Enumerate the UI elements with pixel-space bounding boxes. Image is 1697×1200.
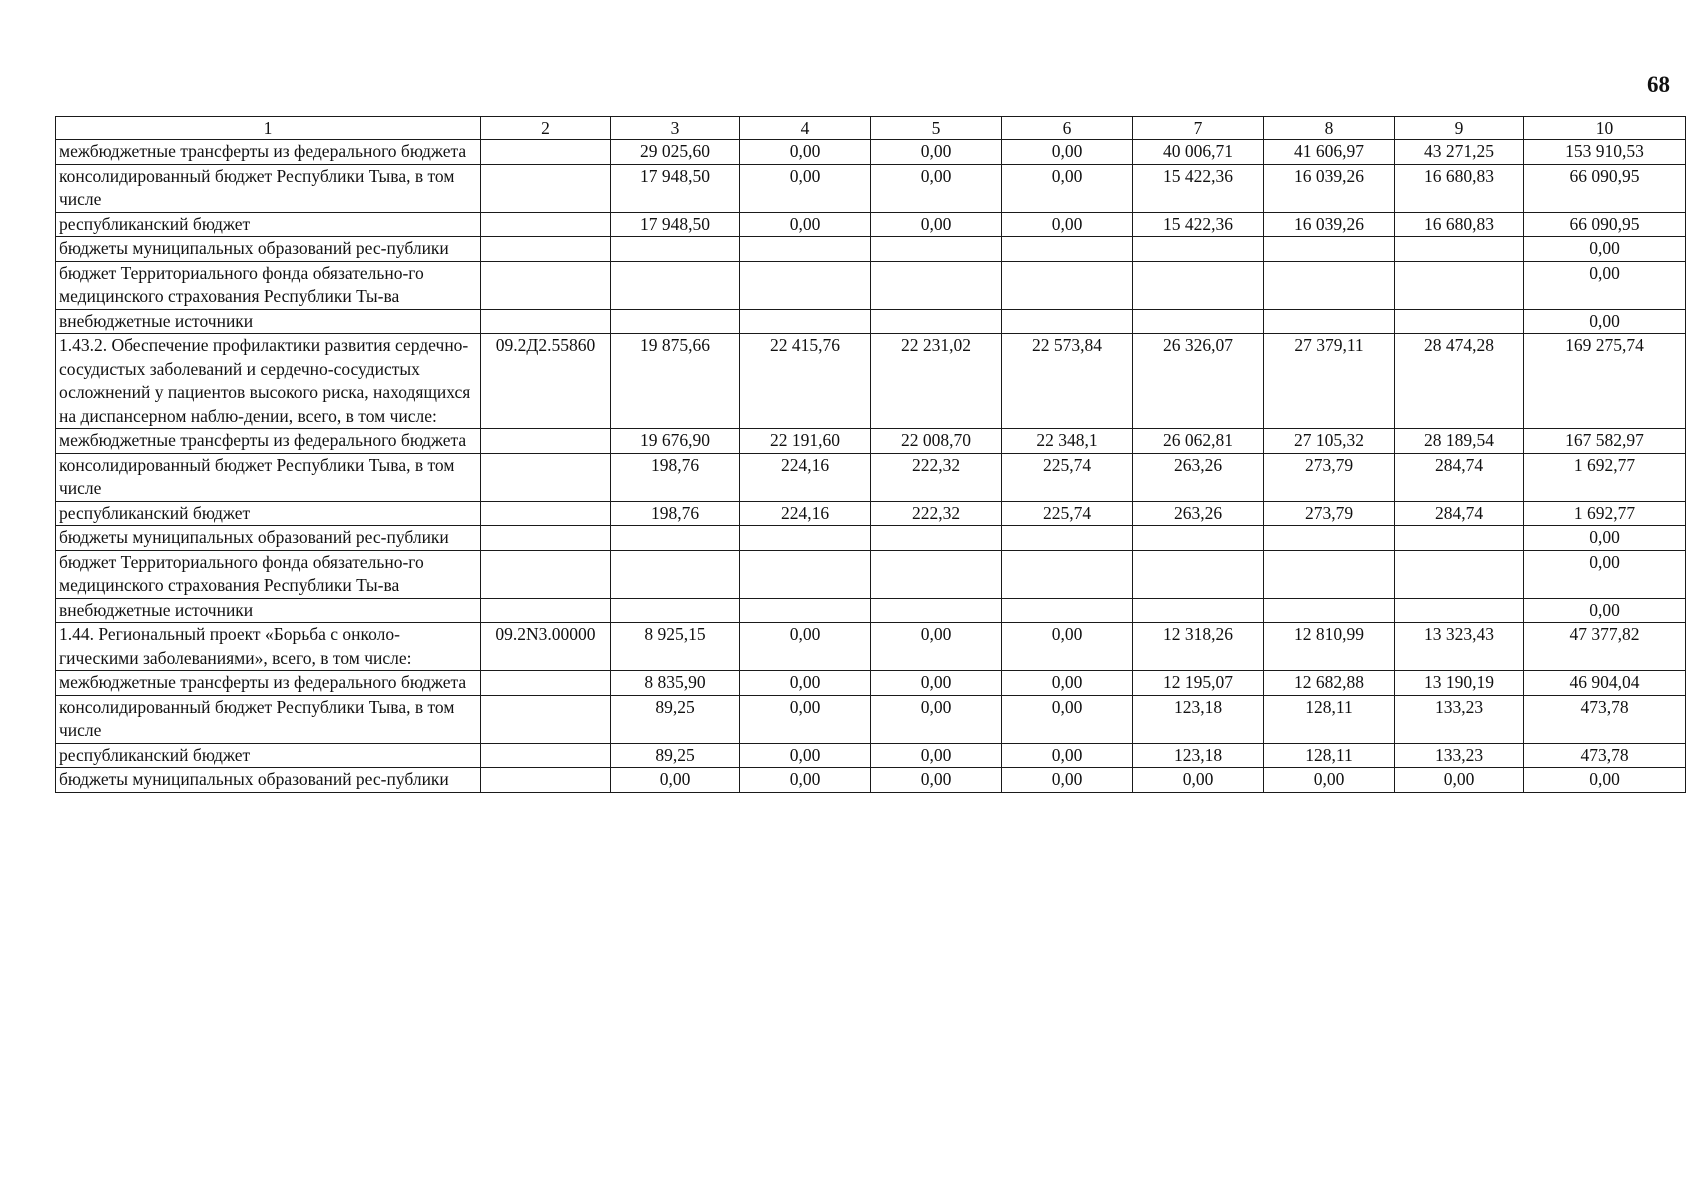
value-cell-col-6: 22 573,84 — [1002, 334, 1133, 429]
budget-code-cell: 09.2N3.00000 — [481, 623, 611, 671]
value-cell-col-5: 0,00 — [871, 743, 1002, 768]
value-cell-col-5: 0,00 — [871, 768, 1002, 793]
value-cell-col-7 — [1133, 309, 1264, 334]
budget-code-cell — [481, 164, 611, 212]
value-cell-col-3: 0,00 — [611, 768, 740, 793]
row-label: консолидированный бюджет Республики Тыва, в том числе — [56, 453, 481, 501]
budget-code-cell — [481, 429, 611, 454]
value-cell-col-4: 0,00 — [740, 768, 871, 793]
budget-code-cell — [481, 598, 611, 623]
column-header-9: 9 — [1395, 117, 1524, 140]
budget-table — [55, 116, 1686, 793]
value-cell-col-3: 17 948,50 — [611, 212, 740, 237]
table-row — [56, 623, 1686, 671]
column-header-10: 10 — [1524, 117, 1686, 140]
value-cell-col-7: 12 195,07 — [1133, 671, 1264, 696]
value-cell-col-5: 0,00 — [871, 695, 1002, 743]
value-cell-col-5: 0,00 — [871, 212, 1002, 237]
value-cell-col-8 — [1264, 550, 1395, 598]
column-header-4: 4 — [740, 117, 871, 140]
budget-code-cell — [481, 212, 611, 237]
row-label: внебюджетные источники — [56, 598, 481, 623]
value-cell-col-5 — [871, 309, 1002, 334]
value-cell-col-5 — [871, 550, 1002, 598]
row-label: бюджеты муниципальных образований рес-публики — [56, 237, 481, 262]
value-cell-col-8 — [1264, 598, 1395, 623]
row-label: республиканский бюджет — [56, 212, 481, 237]
value-cell-col-10: 0,00 — [1524, 598, 1686, 623]
value-cell-col-9: 284,74 — [1395, 453, 1524, 501]
value-cell-col-5: 222,32 — [871, 453, 1002, 501]
row-label: бюджеты муниципальных образований рес-публики — [56, 526, 481, 551]
value-cell-col-8: 128,11 — [1264, 743, 1395, 768]
budget-code-cell — [481, 695, 611, 743]
value-cell-col-4 — [740, 526, 871, 551]
value-cell-col-6: 225,74 — [1002, 501, 1133, 526]
row-label: межбюджетные трансферты из федерального бюджета — [56, 429, 481, 454]
value-cell-col-5 — [871, 526, 1002, 551]
value-cell-col-4: 0,00 — [740, 623, 871, 671]
budget-code-cell — [481, 550, 611, 598]
value-cell-col-9 — [1395, 598, 1524, 623]
value-cell-col-10: 153 910,53 — [1524, 140, 1686, 165]
table-row — [56, 671, 1686, 696]
value-cell-col-7 — [1133, 598, 1264, 623]
budget-code-cell — [481, 501, 611, 526]
value-cell-col-10: 0,00 — [1524, 309, 1686, 334]
value-cell-col-10: 0,00 — [1524, 550, 1686, 598]
value-cell-col-6 — [1002, 237, 1133, 262]
value-cell-col-6: 0,00 — [1002, 695, 1133, 743]
value-cell-col-4: 224,16 — [740, 501, 871, 526]
table-row — [56, 550, 1686, 598]
value-cell-col-6: 0,00 — [1002, 164, 1133, 212]
row-label: межбюджетные трансферты из федерального бюджета — [56, 671, 481, 696]
row-label: бюджет Территориального фонда обязательно-го медицинского страхования Республики Ты-ва — [56, 550, 481, 598]
value-cell-col-3: 198,76 — [611, 501, 740, 526]
table-row — [56, 453, 1686, 501]
table-row — [56, 164, 1686, 212]
value-cell-col-4: 0,00 — [740, 164, 871, 212]
table-row — [56, 334, 1686, 429]
value-cell-col-9: 0,00 — [1395, 768, 1524, 793]
value-cell-col-9 — [1395, 526, 1524, 551]
value-cell-col-8: 27 379,11 — [1264, 334, 1395, 429]
value-cell-col-9: 16 680,83 — [1395, 164, 1524, 212]
value-cell-col-9 — [1395, 550, 1524, 598]
row-label: 1.44. Региональный проект «Борьба с онколо-гическими заболеваниями», всего, в том числе: — [56, 623, 481, 671]
value-cell-col-4 — [740, 550, 871, 598]
value-cell-col-3: 19 676,90 — [611, 429, 740, 454]
value-cell-col-3: 8 925,15 — [611, 623, 740, 671]
column-number-row — [56, 117, 1686, 140]
value-cell-col-4: 22 191,60 — [740, 429, 871, 454]
table-row — [56, 429, 1686, 454]
value-cell-col-10: 66 090,95 — [1524, 212, 1686, 237]
value-cell-col-7: 0,00 — [1133, 768, 1264, 793]
value-cell-col-9: 13 190,19 — [1395, 671, 1524, 696]
value-cell-col-5: 22 008,70 — [871, 429, 1002, 454]
table-row — [56, 501, 1686, 526]
value-cell-col-10: 0,00 — [1524, 261, 1686, 309]
value-cell-col-3 — [611, 526, 740, 551]
value-cell-col-7: 263,26 — [1133, 501, 1264, 526]
value-cell-col-9 — [1395, 309, 1524, 334]
value-cell-col-9: 133,23 — [1395, 695, 1524, 743]
value-cell-col-3 — [611, 237, 740, 262]
value-cell-col-6 — [1002, 526, 1133, 551]
value-cell-col-6 — [1002, 261, 1133, 309]
table-row — [56, 309, 1686, 334]
value-cell-col-5: 0,00 — [871, 671, 1002, 696]
value-cell-col-7: 12 318,26 — [1133, 623, 1264, 671]
value-cell-col-8: 128,11 — [1264, 695, 1395, 743]
value-cell-col-5: 0,00 — [871, 140, 1002, 165]
value-cell-col-9: 43 271,25 — [1395, 140, 1524, 165]
value-cell-col-3: 89,25 — [611, 695, 740, 743]
value-cell-col-4 — [740, 598, 871, 623]
value-cell-col-10: 1 692,77 — [1524, 453, 1686, 501]
value-cell-col-8: 41 606,97 — [1264, 140, 1395, 165]
value-cell-col-6: 0,00 — [1002, 768, 1133, 793]
value-cell-col-3: 29 025,60 — [611, 140, 740, 165]
budget-code-cell: 09.2Д2.55860 — [481, 334, 611, 429]
table-row — [56, 598, 1686, 623]
row-label: 1.43.2. Обеспечение профилактики развития сердечно-сосудистых заболеваний и сердечно-сосудистых осложнений у пациентов высокого риска, находящихся на диспансерном наблю-дении, всего, в том числе: — [56, 334, 481, 429]
row-label: межбюджетные трансферты из федерального бюджета — [56, 140, 481, 165]
budget-code-cell — [481, 140, 611, 165]
budget-code-cell — [481, 261, 611, 309]
budget-code-cell — [481, 743, 611, 768]
row-label: бюджет Территориального фонда обязательно-го медицинского страхования Республики Ты-ва — [56, 261, 481, 309]
value-cell-col-5 — [871, 261, 1002, 309]
value-cell-col-8 — [1264, 309, 1395, 334]
value-cell-col-7: 263,26 — [1133, 453, 1264, 501]
value-cell-col-8 — [1264, 237, 1395, 262]
value-cell-col-7: 40 006,71 — [1133, 140, 1264, 165]
table-row — [56, 212, 1686, 237]
value-cell-col-6: 0,00 — [1002, 212, 1133, 237]
budget-code-cell — [481, 526, 611, 551]
table-row — [56, 743, 1686, 768]
value-cell-col-7: 26 326,07 — [1133, 334, 1264, 429]
row-label: внебюджетные источники — [56, 309, 481, 334]
value-cell-col-9: 16 680,83 — [1395, 212, 1524, 237]
value-cell-col-10: 0,00 — [1524, 237, 1686, 262]
value-cell-col-6: 0,00 — [1002, 671, 1133, 696]
value-cell-col-8 — [1264, 261, 1395, 309]
value-cell-col-6: 0,00 — [1002, 743, 1133, 768]
table-row — [56, 237, 1686, 262]
value-cell-col-10: 1 692,77 — [1524, 501, 1686, 526]
value-cell-col-9 — [1395, 261, 1524, 309]
budget-code-cell — [481, 453, 611, 501]
table-row — [56, 768, 1686, 793]
value-cell-col-7: 15 422,36 — [1133, 164, 1264, 212]
value-cell-col-4 — [740, 261, 871, 309]
value-cell-col-8: 0,00 — [1264, 768, 1395, 793]
row-label: консолидированный бюджет Республики Тыва, в том числе — [56, 164, 481, 212]
table-row — [56, 526, 1686, 551]
column-header-7: 7 — [1133, 117, 1264, 140]
value-cell-col-9 — [1395, 237, 1524, 262]
value-cell-col-9: 28 189,54 — [1395, 429, 1524, 454]
value-cell-col-4 — [740, 309, 871, 334]
value-cell-col-4: 0,00 — [740, 140, 871, 165]
value-cell-col-8: 273,79 — [1264, 453, 1395, 501]
table-row — [56, 261, 1686, 309]
value-cell-col-10: 169 275,74 — [1524, 334, 1686, 429]
budget-code-cell — [481, 309, 611, 334]
column-header-3: 3 — [611, 117, 740, 140]
value-cell-col-4: 22 415,76 — [740, 334, 871, 429]
value-cell-col-4: 0,00 — [740, 212, 871, 237]
value-cell-col-7 — [1133, 261, 1264, 309]
value-cell-col-9: 28 474,28 — [1395, 334, 1524, 429]
value-cell-col-10: 0,00 — [1524, 768, 1686, 793]
value-cell-col-6: 0,00 — [1002, 140, 1133, 165]
value-cell-col-6 — [1002, 550, 1133, 598]
value-cell-col-3 — [611, 309, 740, 334]
value-cell-col-6: 22 348,1 — [1002, 429, 1133, 454]
row-label: бюджеты муниципальных образований рес-публики — [56, 768, 481, 793]
value-cell-col-7: 123,18 — [1133, 695, 1264, 743]
value-cell-col-8: 273,79 — [1264, 501, 1395, 526]
value-cell-col-4: 0,00 — [740, 695, 871, 743]
value-cell-col-10: 66 090,95 — [1524, 164, 1686, 212]
value-cell-col-3: 17 948,50 — [611, 164, 740, 212]
value-cell-col-10: 473,78 — [1524, 743, 1686, 768]
value-cell-col-7 — [1133, 550, 1264, 598]
value-cell-col-7 — [1133, 526, 1264, 551]
value-cell-col-7: 26 062,81 — [1133, 429, 1264, 454]
value-cell-col-10: 473,78 — [1524, 695, 1686, 743]
value-cell-col-7: 123,18 — [1133, 743, 1264, 768]
column-header-8: 8 — [1264, 117, 1395, 140]
column-header-2: 2 — [481, 117, 611, 140]
value-cell-col-4: 224,16 — [740, 453, 871, 501]
value-cell-col-10: 0,00 — [1524, 526, 1686, 551]
value-cell-col-6: 225,74 — [1002, 453, 1133, 501]
value-cell-col-5: 222,32 — [871, 501, 1002, 526]
value-cell-col-10: 46 904,04 — [1524, 671, 1686, 696]
value-cell-col-10: 47 377,82 — [1524, 623, 1686, 671]
value-cell-col-4: 0,00 — [740, 743, 871, 768]
value-cell-col-7 — [1133, 237, 1264, 262]
value-cell-col-5 — [871, 598, 1002, 623]
column-header-5: 5 — [871, 117, 1002, 140]
value-cell-col-8: 12 810,99 — [1264, 623, 1395, 671]
value-cell-col-8 — [1264, 526, 1395, 551]
table-body — [56, 140, 1686, 793]
value-cell-col-8: 16 039,26 — [1264, 212, 1395, 237]
value-cell-col-6 — [1002, 309, 1133, 334]
value-cell-col-5 — [871, 237, 1002, 262]
value-cell-col-6 — [1002, 598, 1133, 623]
value-cell-col-8: 16 039,26 — [1264, 164, 1395, 212]
value-cell-col-7: 15 422,36 — [1133, 212, 1264, 237]
value-cell-col-5: 0,00 — [871, 164, 1002, 212]
value-cell-col-5: 22 231,02 — [871, 334, 1002, 429]
value-cell-col-8: 27 105,32 — [1264, 429, 1395, 454]
value-cell-col-4: 0,00 — [740, 671, 871, 696]
value-cell-col-6: 0,00 — [1002, 623, 1133, 671]
value-cell-col-3 — [611, 598, 740, 623]
table-row — [56, 695, 1686, 743]
budget-code-cell — [481, 768, 611, 793]
value-cell-col-4 — [740, 237, 871, 262]
page-number: 68 — [1647, 72, 1670, 97]
row-label: республиканский бюджет — [56, 743, 481, 768]
table-row — [56, 140, 1686, 165]
value-cell-col-9: 133,23 — [1395, 743, 1524, 768]
value-cell-col-3 — [611, 550, 740, 598]
value-cell-col-3: 8 835,90 — [611, 671, 740, 696]
value-cell-col-10: 167 582,97 — [1524, 429, 1686, 454]
column-header-6: 6 — [1002, 117, 1133, 140]
budget-code-cell — [481, 671, 611, 696]
value-cell-col-3: 89,25 — [611, 743, 740, 768]
value-cell-col-9: 13 323,43 — [1395, 623, 1524, 671]
value-cell-col-3: 198,76 — [611, 453, 740, 501]
column-header-1: 1 — [56, 117, 481, 140]
budget-code-cell — [481, 237, 611, 262]
row-label: консолидированный бюджет Республики Тыва, в том числе — [56, 695, 481, 743]
value-cell-col-5: 0,00 — [871, 623, 1002, 671]
value-cell-col-8: 12 682,88 — [1264, 671, 1395, 696]
value-cell-col-3 — [611, 261, 740, 309]
value-cell-col-9: 284,74 — [1395, 501, 1524, 526]
value-cell-col-3: 19 875,66 — [611, 334, 740, 429]
row-label: республиканский бюджет — [56, 501, 481, 526]
